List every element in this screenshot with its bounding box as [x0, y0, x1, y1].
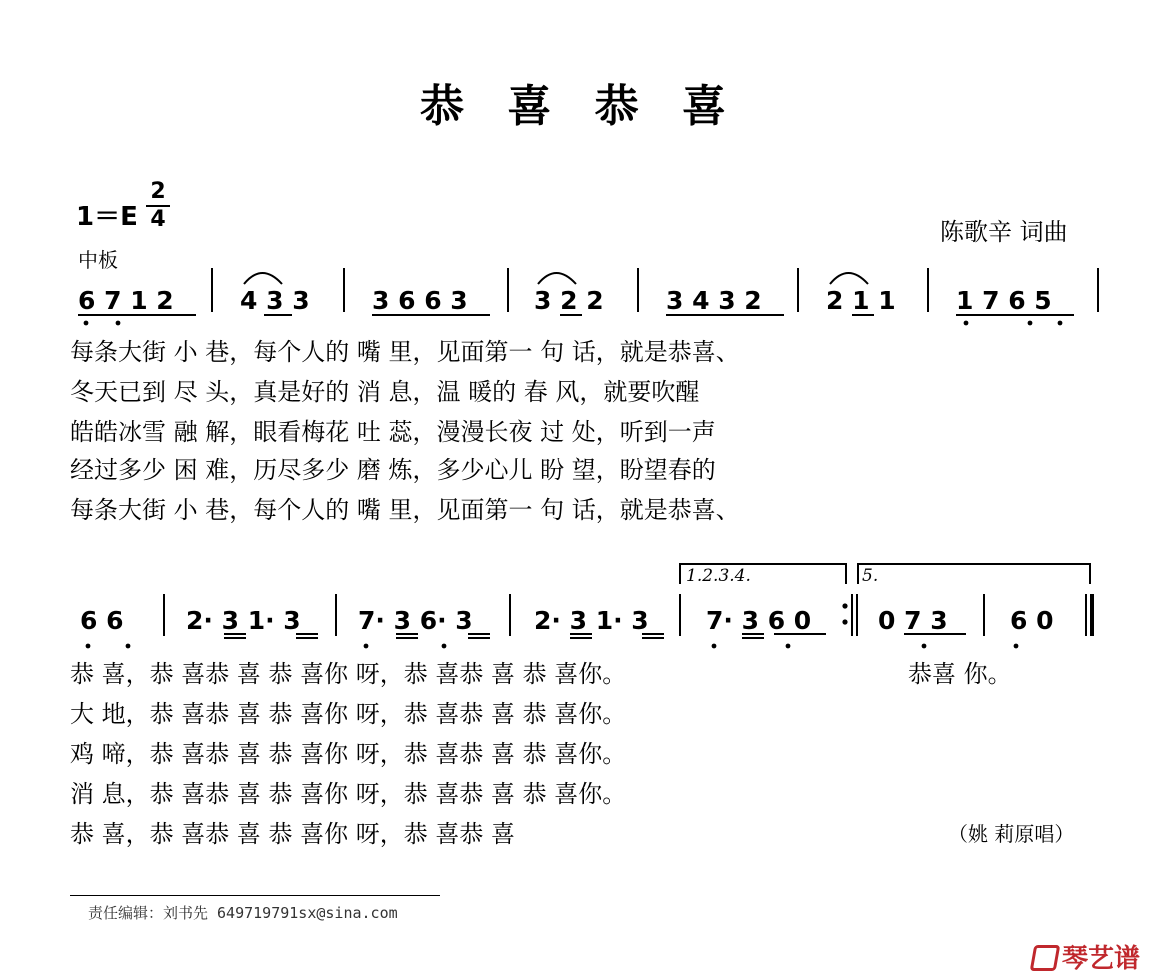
measure-2-5: 7· 3 6 0 [706, 606, 812, 635]
time-signature-bottom: 4 [150, 207, 166, 232]
measure-1-7: 1 7 6 5 [956, 286, 1052, 315]
measure-1-2: 4 3 3 [240, 286, 310, 315]
measure-2-6: 0 7 3 [878, 606, 948, 635]
low-octave-dot [712, 644, 717, 649]
low-octave-dot [1028, 321, 1033, 326]
measure-2-1: 6 6 [80, 606, 124, 635]
low-octave-dot [786, 644, 791, 649]
logo-text: 琴艺谱 [1062, 944, 1141, 974]
low-octave-dot [116, 321, 121, 326]
lyric-2-verse-2: 大 地，恭 喜恭 喜 恭 喜你 呀，恭 喜恭 喜 恭 喜你。 [70, 700, 627, 728]
lyric-2-verse-3: 鸡 啼，恭 喜恭 喜 恭 喜你 呀，恭 喜恭 喜 恭 喜你。 [70, 740, 627, 768]
lyric-1-verse-2: 冬天已到 尽 头，真是好的 消 息，温 暖的 春 风，就要吹醒 [70, 378, 700, 406]
slur [244, 273, 282, 284]
lyric-1-verse-4: 经过多少 困 难，历尽多少 磨 炼，多少心儿 盼 望，盼望春的 [70, 456, 716, 484]
measure-1-5: 3 4 3 2 [666, 286, 762, 315]
slur [538, 273, 576, 284]
volta-bracket-1 [680, 564, 846, 584]
measure-2-2: 2· 3 1· 3 [186, 606, 301, 635]
lyric-1-verse-3: 皓皓冰雪 融 解，眼看梅花 吐 蕊，漫漫长夜 过 处，听到一声 [70, 418, 716, 446]
repeat-dot [842, 603, 847, 608]
lyric-2-verse-4: 消 息，恭 喜恭 喜 恭 喜你 呀，恭 喜恭 喜 恭 喜你。 [70, 780, 627, 808]
song-title: 恭 喜 恭 喜 [420, 81, 740, 132]
editor-footer: 责任编辑：刘书先 649719791sx@sina.com [88, 904, 398, 922]
volta-1-label: 1.2.3.4. [686, 566, 751, 586]
key-signature: 1＝E [76, 202, 138, 232]
measure-2-7: 6 0 [1010, 606, 1054, 635]
low-octave-dot [84, 321, 89, 326]
measure-1-4: 3 2 2 [534, 286, 604, 315]
low-octave-dot [964, 321, 969, 326]
lyric-2-verse-5: 恭 喜，恭 喜恭 喜 恭 喜你 呀，恭 喜恭 喜 [70, 820, 516, 848]
low-octave-dot [364, 644, 369, 649]
low-octave-dot [1058, 321, 1063, 326]
measure-1-3: 3 6 6 3 [372, 286, 468, 315]
credit: 陈歌辛 词曲 [940, 218, 1068, 246]
lyric-1-verse-1: 每条大街 小 巷，每个人的 嘴 里，见面第一 句 话，就是恭喜、 [70, 338, 740, 366]
ending-lyric: 恭喜 你。 [908, 660, 1012, 688]
slur [830, 273, 868, 284]
lyric-2-verse-1: 恭 喜，恭 喜恭 喜 恭 喜你 呀，恭 喜恭 喜 恭 喜你。 [70, 660, 627, 688]
tempo-marking: 中板 [78, 248, 118, 272]
measure-1-1: 6 7 1 2 [78, 286, 174, 315]
repeat-dot [842, 619, 847, 624]
low-octave-dot [126, 644, 131, 649]
measure-2-3: 7· 3 6· 3 [358, 606, 473, 635]
low-octave-dot [922, 644, 927, 649]
volta-2-label: 5. [862, 566, 879, 586]
measure-1-6: 2 1 1 [826, 286, 896, 315]
volta-bracket-2 [858, 564, 1090, 584]
low-octave-dot [86, 644, 91, 649]
low-octave-dot [1014, 644, 1019, 649]
measure-2-4: 2· 3 1· 3 [534, 606, 649, 635]
singer-credit: （姚 莉原唱） [948, 822, 1075, 846]
time-signature-top: 2 [150, 179, 166, 204]
low-octave-dot [442, 644, 447, 649]
lyric-1-verse-5: 每条大街 小 巷，每个人的 嘴 里，见面第一 句 话，就是恭喜、 [70, 496, 740, 524]
